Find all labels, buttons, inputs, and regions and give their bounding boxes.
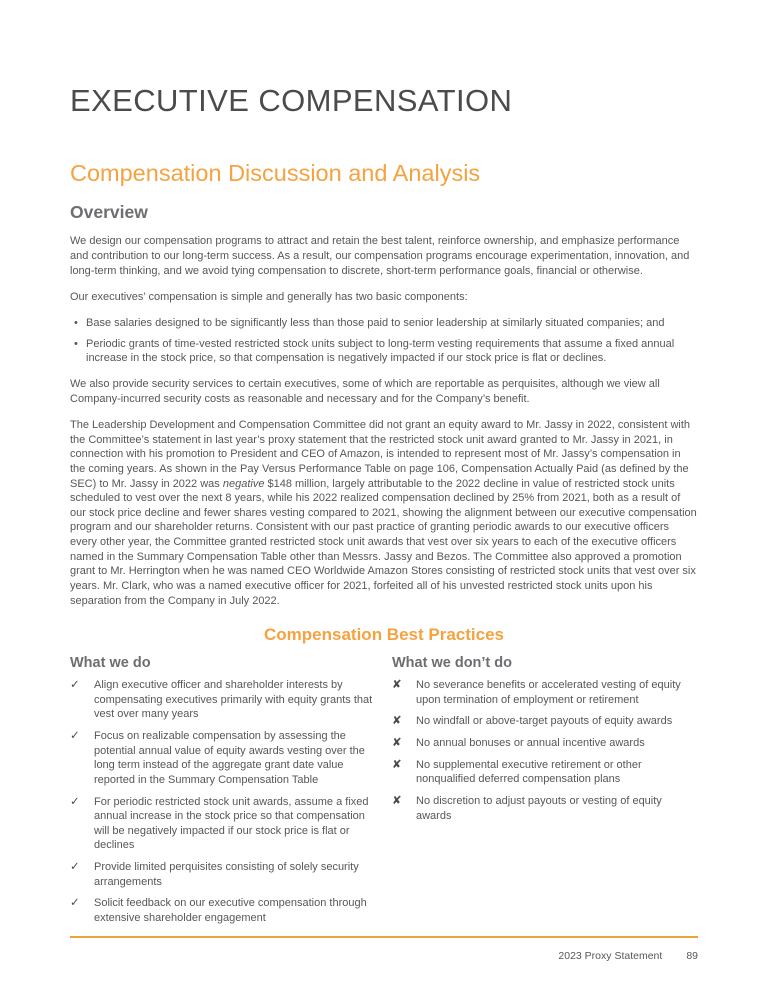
check-icon: ✓ <box>70 897 80 910</box>
page-footer <box>70 936 698 964</box>
bullet-text: Periodic grants of time-vested restricted stock units subject to long-term vesting requirements that assume a fixed annual increase in the stock price, so that compensation is negatively impacted if our stock price is flat or declines. <box>86 337 675 365</box>
page-title: EXECUTIVE COMPENSATION <box>70 83 513 118</box>
list-item <box>70 337 698 366</box>
footer-label: 2023 Proxy Statement <box>558 950 663 962</box>
do-item-text: Focus on realizable compensation by assessing the potential annual value of equity awards vesting over the long term instead of the aggregate grant date value reported in the Summary Compensation Table <box>94 730 365 786</box>
what-we-do-list <box>70 678 376 925</box>
bullet-icon: • <box>74 337 78 350</box>
check-icon: ✓ <box>70 861 80 874</box>
dont-item-text: No discretion to adjust payouts or vesting of equity awards <box>416 794 662 822</box>
do-item-text: For periodic restricted stock unit awards, assume a fixed annual increase in the stock price so that compensation will be negatively impacted if our stock price is flat or declines <box>94 795 369 852</box>
x-mark-icon: ✘ <box>392 737 402 750</box>
footer-page-number: 89 <box>686 950 698 962</box>
x-mark-icon: ✘ <box>392 758 402 771</box>
x-mark-icon: ✘ <box>392 794 402 807</box>
bullet-text: Base salaries designed to be significantly less than those paid to senior leadership at similarly situated companies; and <box>86 316 665 329</box>
overview-paragraph-3: We also provide security services to certain executives, some of which are reportable as perquisites, although we view all Company-incurred security costs as reasonable and necessary and for the Company’s benefit. <box>70 378 660 405</box>
do-item-text: Align executive officer and shareholder interests by compensating executives primarily with equity grants that vest over many years <box>94 679 373 721</box>
list-item <box>70 729 376 788</box>
list-item <box>392 758 698 787</box>
list-item <box>70 896 376 925</box>
paragraph-4-italic-word: negative <box>222 477 265 490</box>
list-item <box>392 736 698 751</box>
paragraph-4-post: $148 million, largely attributable to the 2022 decline in value of restricted stock units scheduled to vest over the next 8 years, while his 2022 realized compensation declined by 25% from 2021, both as a result of our stock price decline and fewer shares vesting compared to 2021, showing the alignment between our executive compensation program and our shareholder returns. Consistent with our past practice of granting periodic awards to our executive officers every other year, the Committee granted restricted stock unit awards that vest over six years to each of the executive officers named in the Summary Compensation Table other than Messrs. Jassy and Bezos. The Committee also approved a promotion grant to Mr. Herrington when he was named CEO Worldwide Amazon Stores consisting of restricted stock units that vest over six years. Mr. Clark, who was a named executive officer for 2021, forfeited all of his unvested restricted stock units upon his separation from the Company in July 2022. <box>70 477 697 607</box>
what-we-do-heading: What we do <box>70 655 151 672</box>
paragraph-4-pre: The Leadership Development and Compensation Committee did not grant an equity award to Mr. Jassy in 2022, consistent with the Committee’s statement in last year’s proxy statement that the restricted stock unit award granted to Mr. Jassy in 2021, in connection with his promotion to President and CEO of Amazon, is intended to represent most of Mr. Jassy’s compensation in the coming years. As shown in the Pay Versus Performance Table on page 106, Compensation Actually Paid (as defined by the SEC) to Mr. Jassy in 2022 was <box>70 419 691 490</box>
do-item-text: Provide limited perquisites consisting of solely security arrangements <box>94 861 359 888</box>
section-heading-cda: Compensation Discussion and Analysis <box>70 160 481 187</box>
what-we-do-column <box>70 655 376 925</box>
best-practices-heading: Compensation Best Practices <box>264 625 504 645</box>
list-item <box>392 678 698 707</box>
list-item <box>392 714 698 729</box>
what-we-dont-do-list <box>392 678 698 823</box>
check-icon: ✓ <box>70 679 80 692</box>
list-item <box>70 860 376 889</box>
check-icon: ✓ <box>70 730 80 743</box>
overview-heading: Overview <box>70 201 148 222</box>
do-item-text: Solicit feedback on our executive compensation through extensive shareholder engagement <box>94 897 367 924</box>
check-icon: ✓ <box>70 795 80 808</box>
list-item <box>70 316 698 331</box>
dont-item-text: No windfall or above-target payouts of equity awards <box>416 715 673 728</box>
x-mark-icon: ✘ <box>392 715 402 728</box>
list-item <box>70 678 376 722</box>
list-item <box>392 794 698 823</box>
overview-paragraph-2: Our executives’ compensation is simple and generally has two basic components: <box>70 290 468 303</box>
dont-item-text: No annual bonuses or annual incentive awards <box>416 737 645 750</box>
overview-paragraph-4 <box>70 418 698 608</box>
x-mark-icon: ✘ <box>392 679 402 692</box>
bullet-icon: • <box>74 316 78 329</box>
best-practices-columns <box>70 655 698 925</box>
what-we-dont-do-heading: What we don’t do <box>392 655 513 672</box>
dont-item-text: No supplemental executive retirement or other nonqualified deferred compensation plans <box>416 758 642 786</box>
components-bullet-list <box>70 316 698 366</box>
dont-item-text: No severance benefits or accelerated vesting of equity upon termination of employment or retirement <box>416 679 681 706</box>
overview-paragraph-1: We design our compensation programs to attract and retain the best talent, reinforce ownership, and emphasize performance and contribution to our long-term success. As a result, our compensation programs encourage experimentation, innovation, and long-term thinking, and we avoid tying compensation to discrete, short-term performance goals, financial or otherwise. <box>70 235 690 277</box>
what-we-dont-do-column <box>392 655 698 925</box>
list-item <box>70 795 376 854</box>
